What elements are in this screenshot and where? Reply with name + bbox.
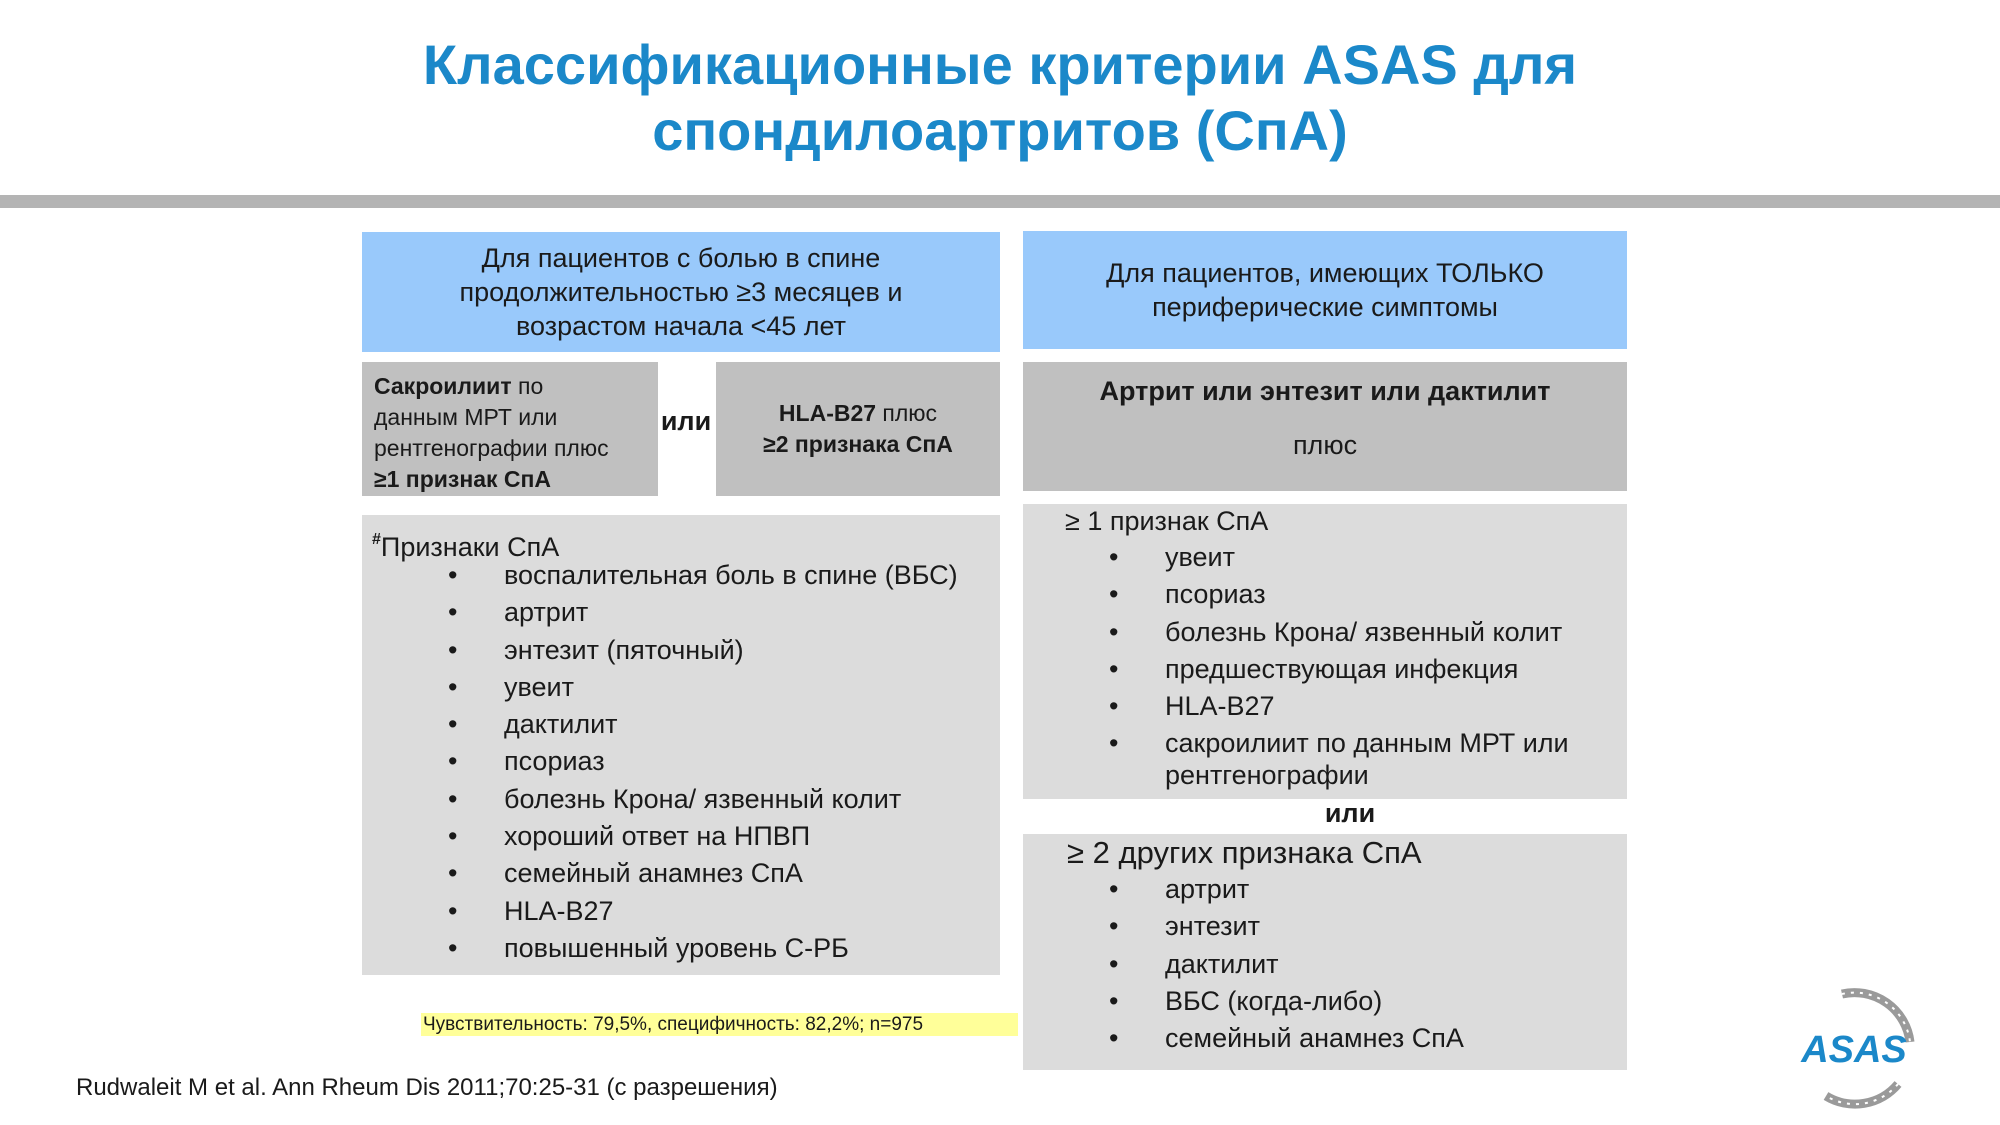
two-features-list — [1109, 873, 1605, 1059]
list-item-text: энтезит (пяточный) — [504, 634, 744, 665]
arthritis-title: Артрит или энтезит или дактилит — [1099, 376, 1551, 406]
spa-features-box — [362, 515, 1000, 975]
hla-b27-criterion-box — [716, 362, 1000, 496]
logo-text: ASAS — [1801, 1029, 1907, 1071]
list-item — [448, 895, 994, 927]
sacroiliitis-bold: Сакроилиит — [374, 373, 512, 399]
spa-features-title — [372, 523, 559, 564]
list-item — [448, 783, 994, 815]
bullet-icon: • — [448, 597, 458, 628]
list-item — [448, 596, 994, 628]
list-item — [1109, 1022, 1605, 1054]
back-pain-header-line-1: Для пациентов с болью в спине — [481, 243, 881, 273]
bullet-icon: • — [1109, 728, 1119, 759]
list-item-text: артрит — [1165, 874, 1250, 904]
asas-logo — [1786, 980, 1926, 1110]
list-item — [1109, 873, 1605, 905]
list-item-text: дактилит — [1165, 948, 1279, 979]
list-item — [1109, 690, 1605, 722]
sacroiliitis-sign-count: ≥1 признак СпА — [374, 466, 552, 492]
bullet-icon: • — [448, 560, 458, 590]
list-item-text: сакроилиит по данным МРТ или рентгенографии — [1165, 728, 1569, 791]
list-item-text: ВБС (когда-либо) — [1165, 985, 1383, 1016]
list-item — [1109, 541, 1605, 573]
bullet-icon: • — [1109, 616, 1119, 647]
or-label-peripheral: или — [1324, 798, 1376, 828]
list-item — [1109, 910, 1605, 942]
list-item-text: хороший ответ на НПВП — [504, 821, 811, 852]
bullet-icon: • — [448, 932, 458, 963]
hla-b27-bold: HLA-B27 — [778, 400, 877, 426]
list-item-text: семейный анамнез СпА — [504, 858, 803, 889]
page-title — [200, 32, 1800, 164]
sacroiliitis-text-2: данным МРТ или — [374, 404, 558, 430]
bullet-icon: • — [448, 821, 458, 852]
list-item — [448, 708, 994, 740]
list-item-text: HLA-B27 — [504, 895, 614, 926]
list-item — [448, 559, 994, 591]
sacroiliitis-text-3: рентгенографии плюс — [374, 435, 609, 461]
bullet-icon: • — [448, 709, 458, 740]
sensitivity-note: Чувствительность: 79,5%, специфичность: 82,2%; n=975 — [421, 1013, 1018, 1036]
bullet-icon: • — [448, 634, 458, 665]
peripheral-header-line-1: Для пациентов, имеющих ТОЛЬКО — [1106, 258, 1544, 288]
list-item — [448, 745, 994, 777]
list-item-text: энтезит — [1165, 911, 1261, 942]
bullet-icon: • — [1109, 948, 1119, 979]
two-features-title: ≥ 2 других признака СпА — [1067, 835, 1422, 870]
sacroiliitis-text-1: по — [511, 373, 544, 399]
bullet-icon: • — [1109, 911, 1119, 942]
list-item-text: болезнь Крона/ язвенный колит — [1165, 616, 1563, 647]
list-item-text: HLA-B27 — [1165, 691, 1275, 722]
one-feature-title: ≥ 1 признак СпА — [1065, 506, 1269, 536]
list-item-text: артрит — [504, 597, 589, 628]
list-item-text: дактилит — [504, 709, 618, 740]
bullet-icon: • — [1109, 1023, 1119, 1054]
footnote-marker: # — [372, 531, 381, 548]
list-item-text: увеит — [504, 671, 575, 702]
list-item — [1109, 653, 1605, 685]
list-item-text: псориаз — [504, 746, 605, 777]
spa-features-list — [448, 559, 994, 969]
list-item-text: воспалительная боль в спине (ВБС) — [504, 560, 958, 590]
bullet-icon: • — [448, 783, 458, 814]
list-item — [1109, 578, 1605, 610]
list-item — [1109, 985, 1605, 1017]
one-feature-box — [1023, 504, 1627, 799]
list-item-text: увеит — [1165, 542, 1236, 572]
hla-b27-plus-text: плюс — [876, 400, 938, 426]
bullet-icon: • — [448, 746, 458, 777]
title-line-1: Классификационные критерии ASAS для — [422, 33, 1578, 96]
title-divider — [0, 195, 2000, 208]
list-item — [448, 857, 994, 889]
two-features-box — [1023, 834, 1627, 1070]
list-item — [1109, 727, 1605, 791]
arthritis-plus: плюс — [1292, 430, 1358, 460]
bullet-icon: • — [1109, 579, 1119, 610]
list-item — [448, 634, 994, 666]
back-pain-header-line-3: возрастом начала <45 лет — [515, 311, 847, 341]
list-item-text: предшествующая инфекция — [1165, 653, 1519, 684]
bullet-icon: • — [448, 671, 458, 702]
list-item — [448, 932, 994, 964]
bullet-icon: • — [1109, 691, 1119, 722]
peripheral-header-box — [1023, 231, 1627, 349]
bullet-icon: • — [448, 895, 458, 926]
bullet-icon: • — [1109, 542, 1119, 572]
list-item — [448, 820, 994, 852]
one-feature-list — [1109, 541, 1605, 797]
bullet-icon: • — [1109, 874, 1119, 904]
bullet-icon: • — [1109, 985, 1119, 1016]
or-label-axial: или — [660, 406, 712, 436]
list-item-text: болезнь Крона/ язвенный колит — [504, 783, 902, 814]
citation: Rudwaleit M et al. Ann Rheum Dis 2011;70:25-31 (с разрешения) — [76, 1074, 778, 1101]
list-item-text: псориаз — [1165, 579, 1266, 610]
bullet-icon: • — [1109, 653, 1119, 684]
sacroiliitis-criterion-box — [362, 362, 658, 496]
title-line-2: спондилоартритов (СпА) — [652, 99, 1348, 162]
hla-b27-sign-count: ≥2 признака СпА — [763, 431, 953, 457]
peripheral-header-line-2: периферические симптомы — [1152, 292, 1498, 322]
back-pain-header-box — [362, 232, 1000, 352]
arthritis-criterion-box — [1023, 362, 1627, 491]
bullet-icon: • — [448, 858, 458, 889]
list-item-text: повышенный уровень С-РБ — [504, 932, 849, 963]
list-item-text: семейный анамнез СпА — [1165, 1023, 1464, 1054]
list-item — [448, 671, 994, 703]
back-pain-header-line-2: продолжительностью ≥3 месяцев и — [459, 277, 903, 307]
list-item — [1109, 616, 1605, 648]
spa-features-title-text: Признаки СпА — [380, 532, 560, 562]
list-item — [1109, 948, 1605, 980]
